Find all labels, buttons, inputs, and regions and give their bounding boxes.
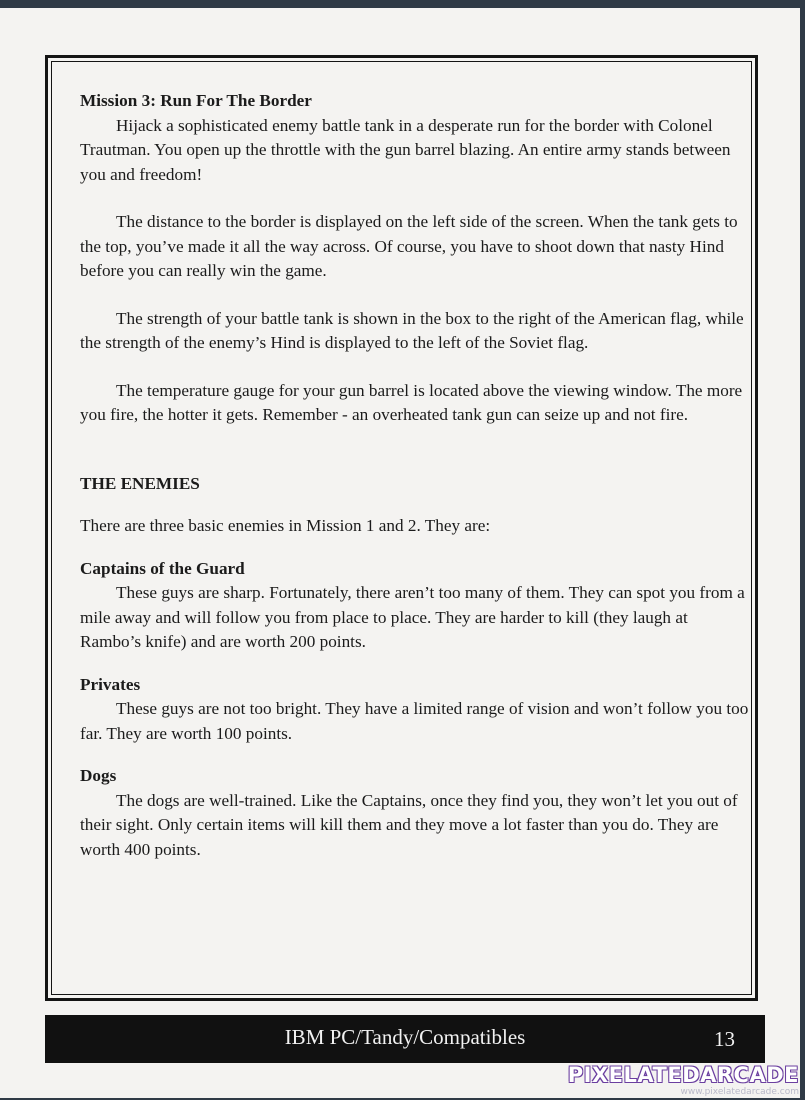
mission3-paragraph: The temperature gauge for your gun barrel is located above the viewing window. The more you fire, the hotter it gets. Remember - an overheated tank gun can seize up and not fire. [80,380,743,424]
watermark-brand: PIXELATEDARCADE [567,1063,799,1087]
dogs-text: The dogs are well-trained. Like the Captains, once they find you, they won’t let you out of their sight. Only certain items will kill them and they move a lot faster than you do. They are worth 400 points. [80,790,738,859]
captains-text: These guys are sharp. Fortunately, there aren’t too many of them. They can spot you from a mile away and will follow you from place to place. They are harder to kill (they laugh at Rambo’s knife) and are worth 200 points. [80,583,745,651]
enemies-intro: There are three basic enemies in Mission 1 and 2. They are: [80,516,491,535]
mission3-heading: Mission 3: Run For The Border [80,91,312,110]
dogs-heading: Dogs [80,766,117,785]
privates-text: These guys are not too bright. They have a limited range of vision and won’t follow you too far. They are worth 100 points. [80,699,749,743]
privates-heading: Privates [80,674,141,694]
mission3-paragraph: The strength of your battle tank is shown in the box to the right of the American flag, while the strength of the enemy’s Hind is displayed to the left of the Soviet flag. [80,308,744,352]
captains-heading: Captains of the Guard [80,558,245,578]
footer-title: IBM PC/Tandy/Compatibles [284,1025,526,1049]
footer-bar [45,1015,765,1063]
page-number: 13 [714,1027,735,1051]
watermark-url: www.pixelatedarcade.com [680,1087,799,1097]
mission3-paragraph: The distance to the border is displayed on the left side of the screen. When the tank gets to the top, you’ve made it all the way across. Of course, you have to shoot down that nasty Hind before you can really win the game. [80,212,738,280]
page-content [80,89,750,862]
enemies-heading: THE ENEMIES [80,473,200,493]
mission3-paragraph: Hijack a sophisticated enemy battle tank in a desperate run for the border with Colonel Trautman. You open up the throttle with the gun barrel blazing. An entire army stands between you and freedom! [80,115,731,184]
watermark-logo [568,1063,799,1097]
